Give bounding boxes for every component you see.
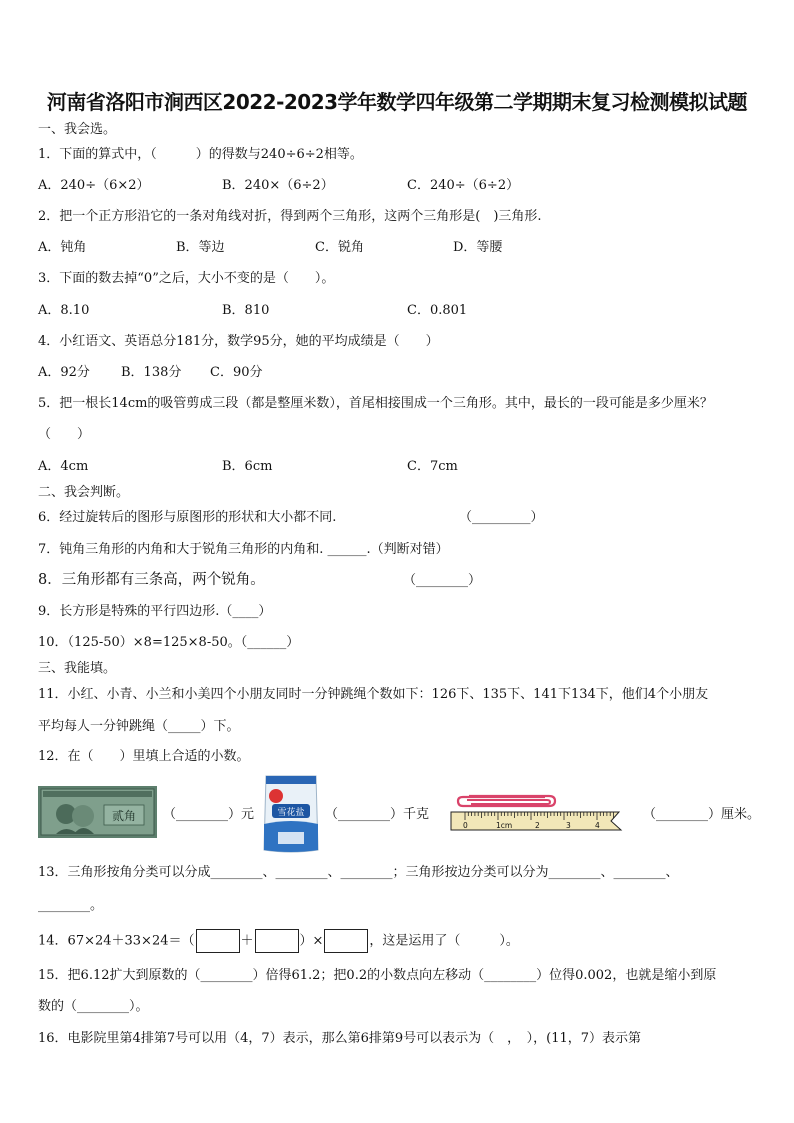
ruler-tick-label-3: 3 (566, 821, 571, 830)
ruler-tick-label-1: 1cm (496, 821, 513, 830)
q6-answer-blank[interactable]: （_________） (459, 510, 544, 525)
page-title: 河南省洛阳市涧西区2022-2023学年数学四年级第二学期期末复习检测模拟试题 (46, 90, 748, 114)
question-5-blank[interactable]: （ ） (38, 427, 91, 442)
q5-option-c[interactable]: C．7cm (407, 459, 458, 474)
question-11-line-2: 平均每人一分钟跳绳（_____）下。 (38, 719, 240, 734)
question-9: 9．长方形是特殊的平行四边形.（____） (38, 604, 272, 619)
salt-bag-image (262, 774, 320, 854)
q2-option-c[interactable]: C．锐角 (315, 240, 364, 255)
banknote-image (38, 786, 157, 838)
section-heading-2: 二、我会判断。 (38, 485, 130, 500)
q14-plus-sign: ＋ (240, 933, 254, 949)
q14-times-sign: ）× (299, 933, 324, 949)
ruler-tick-label-0: 0 (463, 821, 468, 830)
question-7: 7．钝角三角形的内角和大于锐角三角形的内角和. ______.（判断对错） (38, 542, 449, 557)
question-3: 3．下面的数去掉“0”之后，大小不变的是（ ）。 (38, 271, 335, 286)
question-2: 2．把一个正方形沿它的一条对角线对折，得到两个三角形，这两个三角形是( )三角形. (38, 209, 542, 224)
q4-option-a[interactable]: A．92分 (38, 365, 90, 380)
ruler-tick-label-2: 2 (535, 821, 540, 830)
salt-bag-label: 雪花盐 (277, 808, 305, 818)
question-12: 12．在（ ）里填上合适的小数。 (38, 749, 250, 764)
q12-blank-centimeter[interactable]: （________）厘米。 (643, 807, 761, 822)
q4-option-b[interactable]: B．138分 (121, 365, 182, 380)
ruler-tick-label-4: 4 (595, 821, 600, 830)
q5-option-a[interactable]: A．4cm (38, 459, 89, 474)
question-5: 5．把一根长14cm的吸管剪成三段（都是整厘米数），首尾相接围成一个三角形。其中，最长的一段可能是多少厘米？ (38, 396, 713, 411)
question-15-line-2: 数的（________）。 (38, 999, 149, 1014)
q1-option-a[interactable]: A．240÷（6×2） (38, 178, 150, 193)
q5-option-b[interactable]: B．6cm (222, 459, 273, 474)
section-heading-3: 三、我能填。 (38, 661, 117, 676)
question-15: 15．把6.12扩大到原数的（________）倍得61.2；把0.2的小数点向左移动（________）位得0.002，也就是缩小到原 (38, 968, 717, 983)
q2-option-b[interactable]: B．等边 (176, 240, 225, 255)
question-1: 1．下面的算式中，（ ）的得数与240÷6÷2相等。 (38, 147, 363, 162)
question-6: 6．经过旋转后的图形与原图形的形状和大小都不同. (38, 510, 337, 525)
q8-answer-blank[interactable]: （________） (403, 573, 482, 588)
question-14 (38, 929, 519, 953)
section-heading-1: 一、我会选。 (38, 122, 117, 137)
question-4: 4．小红语文、英语总分181分，数学95分，她的平均成绩是（ ） (38, 334, 439, 349)
q12-blank-kilogram[interactable]: （________）千克 (325, 807, 430, 822)
q1-option-c[interactable]: C．240÷（6÷2） (407, 178, 520, 193)
q12-blank-yuan[interactable]: （________）元 (163, 807, 255, 822)
question-16: 16．电影院里第4排第7号可以用（4，7）表示，那么第6排第9号可以表示为（ ， ），(11，7）表示第 (38, 1031, 642, 1046)
q4-option-c[interactable]: C．90分 (210, 365, 263, 380)
q2-option-a[interactable]: A．钝角 (38, 240, 87, 255)
question-8: 8．三角形都有三条高，两个锐角。 (38, 572, 265, 588)
q3-option-a[interactable]: A．8.10 (38, 303, 90, 318)
banknote-denomination-label: 贰角 (111, 809, 137, 823)
q3-option-b[interactable]: B．810 (222, 303, 270, 318)
question-13-line-2: ________。 (38, 898, 104, 913)
q14-answer-box-3[interactable] (324, 929, 368, 953)
question-10: 10．（125-50）×8=125×8-50。（______） (38, 635, 300, 650)
q2-option-d[interactable]: D．等腰 (453, 240, 503, 255)
q14-expression-end: ，这是运用了（ ）。 (369, 933, 519, 949)
q14-answer-box-2[interactable] (255, 929, 299, 953)
q1-option-b[interactable]: B．240×（6÷2） (222, 178, 334, 193)
question-13: 13．三角形按角分类可以分成________、________、________；三角形按边分类可以分为________、________、 (38, 865, 679, 880)
q3-option-c[interactable]: C．0.801 (407, 303, 468, 318)
question-11: 11．小红、小青、小兰和小美四个小朋友同时一分钟跳绳个数如下：126下、135下、141下134下，他们4个小朋友 (38, 687, 709, 702)
q14-expression-start: 14．67×24＋33×24＝（ (38, 933, 195, 949)
ruler-image (449, 790, 627, 840)
q14-answer-box-1[interactable] (196, 929, 240, 953)
